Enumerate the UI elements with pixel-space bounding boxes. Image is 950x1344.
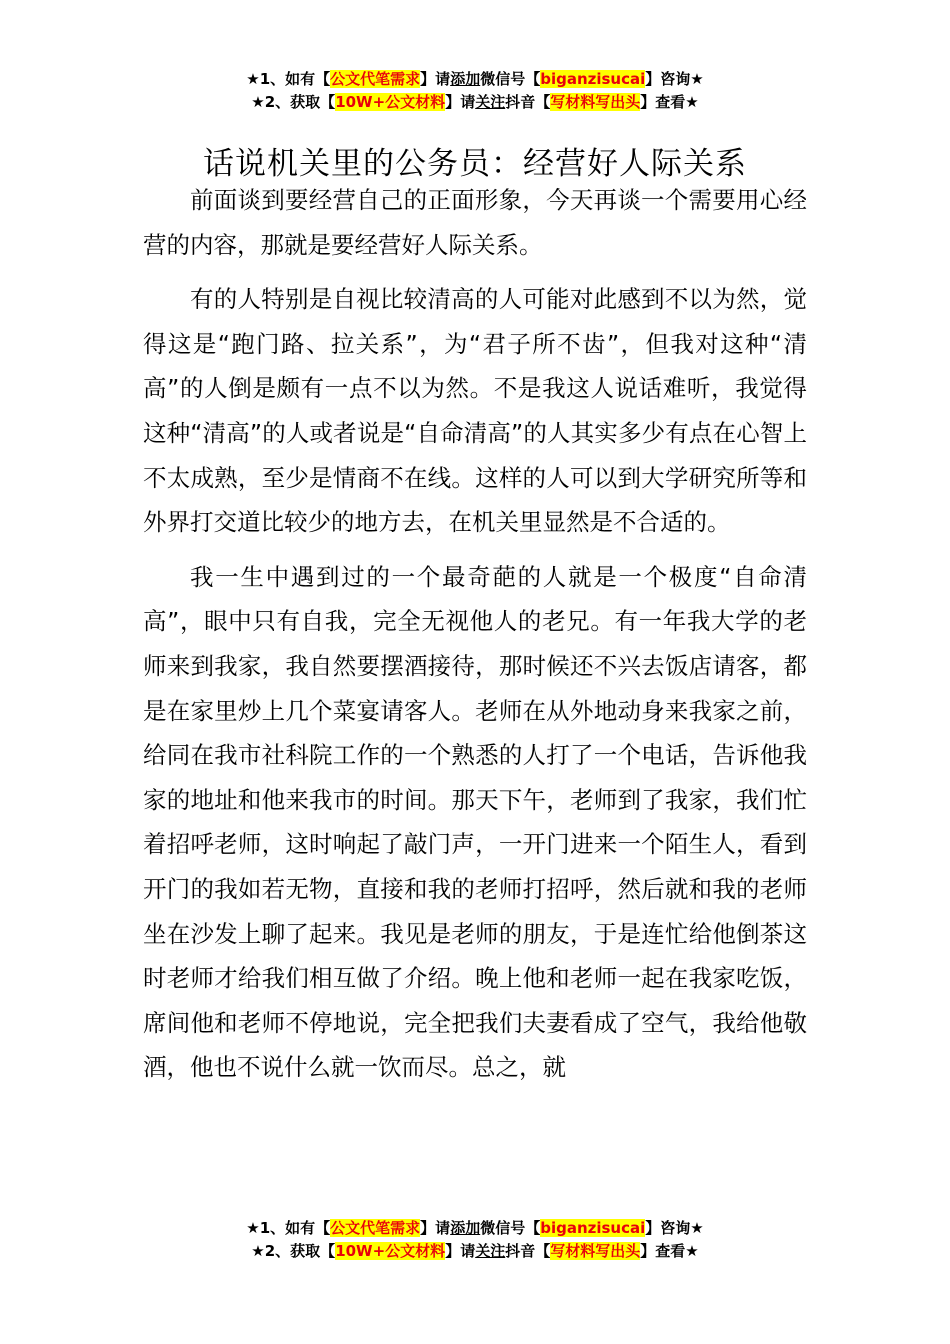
banner-douyin-account: 写材料写出头 <box>550 93 641 111</box>
banner-underlined-text: 添加 <box>450 70 481 88</box>
banner-wechat-id: biganzisucai <box>540 1219 646 1237</box>
banner-text: 抖音【 <box>505 93 551 111</box>
banner-line-2 <box>0 91 950 114</box>
banner-line-2 <box>0 1240 950 1263</box>
document-title: 话说机关里的公务员：经营好人际关系 <box>203 145 747 182</box>
banner-text: 】咨询★ <box>645 70 704 88</box>
banner-text: 】查看★ <box>640 93 699 111</box>
banner-underlined-text: 关注 <box>475 93 506 111</box>
banner-highlight: 公文代笔需求 <box>330 1219 421 1237</box>
banner-highlight: 10W+公文材料 <box>335 93 446 111</box>
banner-underlined-text: 添加 <box>450 1219 481 1237</box>
footer-banner <box>0 1217 950 1263</box>
header-banner <box>0 68 950 114</box>
banner-text: 】请 <box>445 93 476 111</box>
banner-text: ★2、获取【 <box>251 1242 336 1260</box>
banner-text: ★1、如有【 <box>246 70 331 88</box>
banner-text: 微信号【 <box>480 70 541 88</box>
banner-wechat-id: biganzisucai <box>540 70 646 88</box>
banner-line-1 <box>0 1217 950 1240</box>
body-paragraph: 我一生中遇到过的一个最奇葩的人就是一个极度“自命清高”，眼中只有自我，完全无视他人的老兄。有一年我大学的老师来到我家，我自然要摆酒接待，那时候还不兴去饭店请客，都是在家里炒上几个菜宴请客人。老师在从外地动身来我家之前，给同在我市社科院工作的一个熟悉的人打了一个电话，告诉他我家的地址和他来我市的时间。那天下午，老师到了我家，我们忙着招呼老师，这时响起了敲门声，一开门进来一个陌生人，看到开门的我如若无物，直接和我的老师打招呼，然后就和我的老师坐在沙发上聊了起来。我见是老师的朋友，于是连忙给他倒茶这时老师才给我们相互做了介绍。晚上他和老师一起在我家吃饭，席间他和老师不停地说，完全把我们夫妻看成了空气，我给他敬酒，他也不说什么就一饮而尽。总之，就 <box>143 562 807 1082</box>
banner-text: 】请 <box>420 1219 451 1237</box>
banner-text: ★1、如有【 <box>246 1219 331 1237</box>
banner-text: 】查看★ <box>640 1242 699 1260</box>
banner-text: 微信号【 <box>480 1219 541 1237</box>
banner-text: 】咨询★ <box>645 1219 704 1237</box>
banner-text: 】请 <box>420 70 451 88</box>
banner-highlight: 公文代笔需求 <box>330 70 421 88</box>
banner-douyin-account: 写材料写出头 <box>550 1242 641 1260</box>
banner-text: 】请 <box>445 1242 476 1260</box>
banner-underlined-text: 关注 <box>475 1242 506 1260</box>
banner-text: ★2、获取【 <box>251 93 336 111</box>
banner-line-1 <box>0 68 950 91</box>
body-paragraph: 有的人特别是自视比较清高的人可能对此感到不以为然，觉得这是“跑门路、拉关系”，为“君子所不齿”，但我对这种“清高”的人倒是颇有一点不以为然。不是我这人说话难听，我觉得这种“清高”的人或者说是“自命清高”的人其实多少有点在心智上不太成熟，至少是情商不在线。这样的人可以到大学研究所等和外界打交道比较少的地方去，在机关里显然是不合适的。 <box>143 285 807 537</box>
body-paragraph: 前面谈到要经营自己的正面形象，今天再谈一个需要用心经营的内容，那就是要经营好人际关系。 <box>143 186 807 259</box>
banner-text: 抖音【 <box>505 1242 551 1260</box>
banner-highlight: 10W+公文材料 <box>335 1242 446 1260</box>
document-body <box>143 178 807 1100</box>
